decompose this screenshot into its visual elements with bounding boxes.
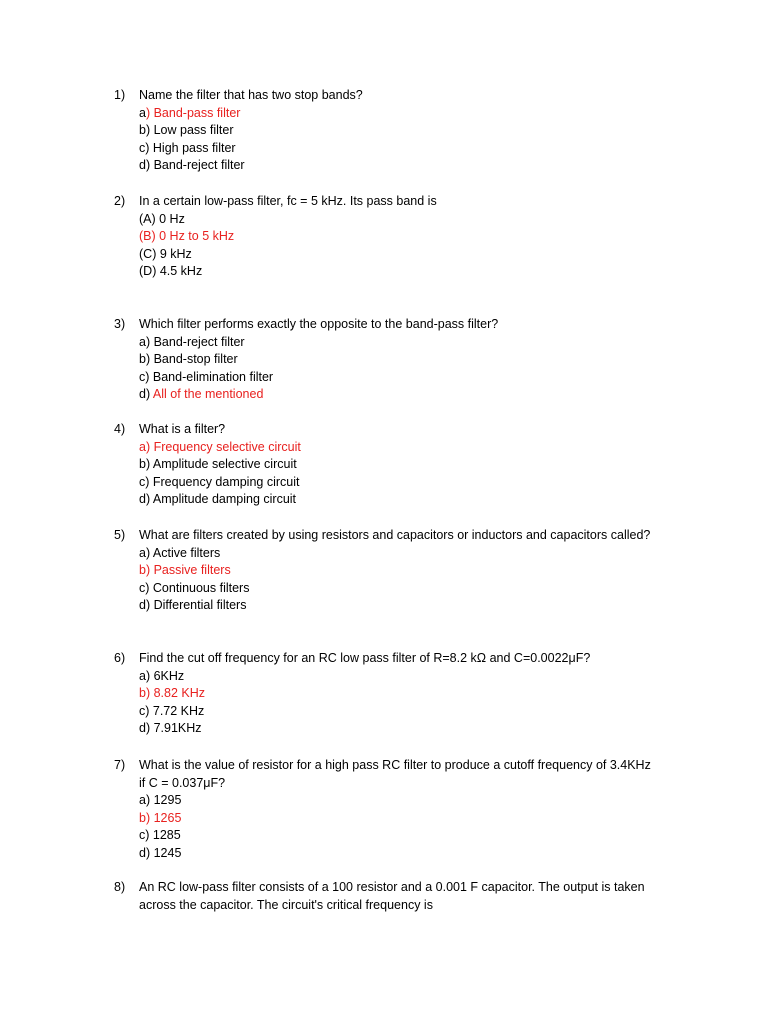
answer-option-correct bbox=[139, 386, 714, 404]
answer-option: c) High pass filter bbox=[139, 140, 236, 155]
question-number: 3) bbox=[114, 317, 126, 331]
correct-answer-text: All of the mentioned bbox=[152, 387, 264, 401]
answer-option: a) Band-reject filter bbox=[139, 334, 245, 349]
answer-option: b) Amplitude selective circuit bbox=[139, 457, 297, 471]
question-stem: Name the filter that has two stop bands? bbox=[139, 88, 363, 102]
answer-option-correct: b) 1265 bbox=[139, 810, 182, 825]
answer-option: a) Active filters bbox=[139, 545, 221, 560]
answer-option: b) Low pass filter bbox=[139, 123, 234, 137]
question-number: 4) bbox=[114, 422, 126, 436]
question-number: 7) bbox=[114, 758, 126, 772]
question-stem: An RC low-pass filter consists of a 100 resistor and a 0.001 F capacitor. The output is taken bbox=[139, 880, 645, 894]
answer-option: c) 7.72 KHz bbox=[139, 703, 205, 718]
question-8 bbox=[114, 879, 714, 914]
question-stem-continued: across the capacitor. The circuit's critical frequency is bbox=[139, 897, 433, 912]
answer-option: a) 1295 bbox=[139, 793, 182, 807]
question-number: 8) bbox=[114, 880, 126, 894]
question-number: 1) bbox=[114, 88, 126, 102]
answer-option-correct: (B) 0 Hz to 5 kHz bbox=[139, 229, 235, 243]
question-stem: What is a filter? bbox=[139, 422, 226, 436]
answer-option-correct: a) Frequency selective circuit bbox=[139, 439, 301, 454]
question-5 bbox=[114, 527, 714, 615]
question-4 bbox=[114, 421, 714, 509]
answer-option: c) Frequency damping circuit bbox=[139, 474, 300, 489]
question-3 bbox=[114, 316, 714, 404]
option-prefix: a bbox=[139, 105, 146, 120]
answer-option: (C) 9 kHz bbox=[139, 246, 192, 261]
answer-option: (D) 4.5 kHz bbox=[139, 264, 203, 278]
question-2 bbox=[114, 193, 714, 281]
answer-option: d) Amplitude damping circuit bbox=[139, 492, 297, 506]
correct-answer-text: ) Band-pass filter bbox=[145, 105, 241, 120]
answer-option: b) Band-stop filter bbox=[139, 352, 238, 366]
answer-option: c) Band-elimination filter bbox=[139, 369, 274, 384]
question-stem: What are filters created by using resistors and capacitors or inductors and capacitors called? bbox=[139, 528, 651, 542]
question-stem: Which filter performs exactly the opposite to the band-pass filter? bbox=[139, 317, 499, 331]
answer-option: c) 1285 bbox=[139, 828, 181, 842]
question-stem-continued: if C = 0.037μF? bbox=[139, 775, 226, 790]
option-prefix: d) bbox=[139, 387, 153, 401]
answer-option-correct bbox=[139, 105, 714, 123]
question-number: 2) bbox=[114, 194, 126, 208]
answer-option: d) 7.91KHz bbox=[139, 721, 202, 735]
answer-option: d) Differential filters bbox=[139, 598, 247, 612]
question-1 bbox=[114, 87, 714, 175]
question-stem: Find the cut off frequency for an RC low pass filter of R=8.2 kΩ and C=0.0022μF? bbox=[139, 651, 591, 665]
question-number: 6) bbox=[114, 651, 126, 665]
answer-option-correct: b) 8.82 KHz bbox=[139, 686, 206, 700]
answer-option-correct: b) Passive filters bbox=[139, 563, 231, 577]
answer-option: c) Continuous filters bbox=[139, 580, 250, 595]
answer-option: d) Band-reject filter bbox=[139, 158, 245, 172]
question-7 bbox=[114, 757, 714, 862]
answer-option: (A) 0 Hz bbox=[139, 211, 185, 226]
question-number: 5) bbox=[114, 528, 126, 542]
answer-option: d) 1245 bbox=[139, 845, 182, 860]
question-stem: In a certain low-pass filter, fc = 5 kHz. Its pass band is bbox=[139, 194, 437, 208]
question-stem: What is the value of resistor for a high pass RC filter to produce a cutoff frequency of 3.4KHz bbox=[139, 758, 651, 772]
question-6 bbox=[114, 650, 714, 738]
answer-option: a) 6KHz bbox=[139, 668, 185, 683]
